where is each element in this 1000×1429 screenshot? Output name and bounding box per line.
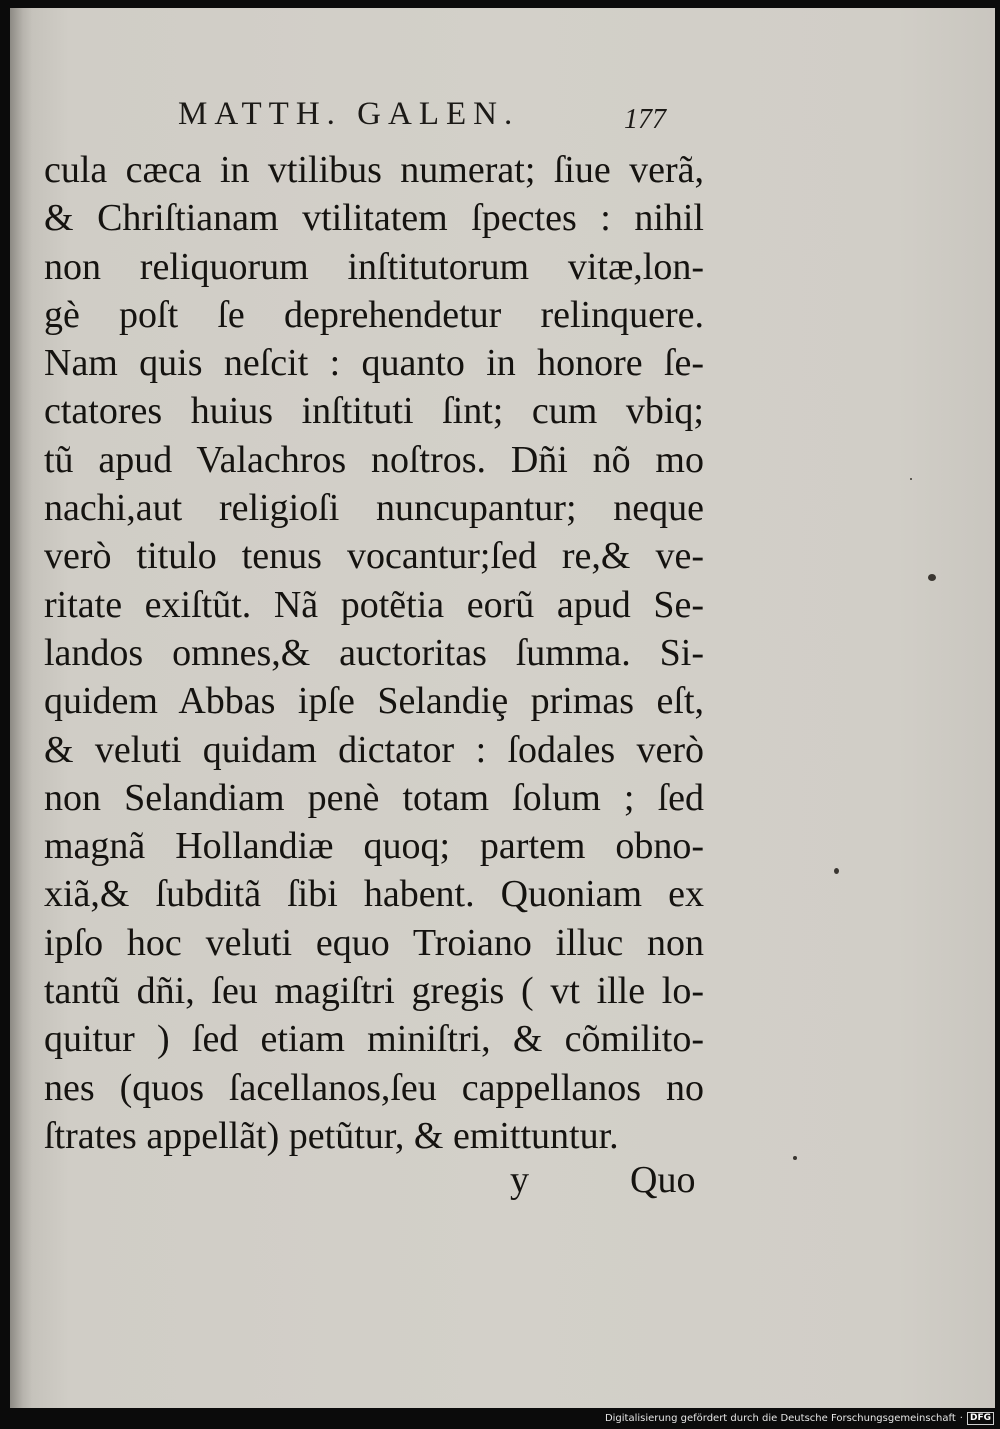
credit-text: Digitalisierung gefördert durch die Deutsche Forschungsgemeinschaft: [604, 1413, 956, 1424]
page-gutter-shadow: [10, 8, 32, 1408]
text-line: verò titulo tenus vocantur;ſed re,& ve-: [44, 535, 704, 578]
running-title: MATTH. GALEN.: [178, 96, 520, 132]
dfg-logo: DFG: [967, 1412, 994, 1425]
text-line: gè poſt ſe deprehendetur relinquere.: [44, 293, 704, 336]
paper-speck: [793, 1156, 797, 1160]
book-page: [10, 8, 995, 1408]
text-line: ſtrates appellãt) petũtur, & emittuntur.: [44, 1114, 619, 1157]
text-line: non Selandiam penè totam ſolum ; ſed: [44, 776, 704, 819]
text-line: & veluti quidam dictator : ſodales verò: [44, 728, 704, 771]
paper-speck: [910, 478, 912, 480]
text-line: ctatores huius inſtituti ſint; cum vbiq;: [44, 390, 704, 433]
text-line: cula cæca in vtilibus numerat; ſiue verã,: [44, 149, 704, 191]
text-line: Nam quis neſcit : quanto in honore ſe-: [44, 342, 704, 385]
text-line: non reliquorum inſtitutorum vitæ,lon-: [44, 245, 704, 288]
paper-speck: [834, 868, 839, 874]
digitization-credit: [605, 1412, 994, 1425]
text-line: magnã Hollandiæ quoq; partem obno-: [44, 825, 704, 868]
body-text: [44, 146, 724, 1160]
signature-mark: y: [510, 1159, 529, 1201]
page-number: 177: [624, 104, 666, 135]
text-line: xiã,& ſubditã ſibi habent. Quoniam ex: [44, 873, 704, 916]
text-line: tantũ dñi, ſeu magiſtri gregis ( vt ille lo-: [44, 970, 704, 1013]
text-line: quidem Abbas ipſe Selandiȩ primas eſt,: [44, 680, 704, 723]
text-line: tũ apud Valachros noſtros. Dñi nõ mo: [44, 438, 704, 481]
text-line: nes (quos ſacellanos,ſeu cappellanos no: [44, 1066, 704, 1109]
separator-dot: ·: [959, 1413, 963, 1424]
text-line: landos omnes,& auctoritas ſumma. Si-: [44, 631, 704, 674]
text-line: ipſo hoc veluti equo Troiano illuc non: [44, 921, 704, 964]
paper-speck: [928, 574, 936, 581]
text-line: & Chriſtianam vtilitatem ſpectes : nihil: [44, 197, 704, 240]
text-line: nachi,aut religioſi nuncupantur; neque: [44, 487, 704, 530]
text-line: quitur ) ſed etiam miniſtri, & cõmilito-: [44, 1018, 704, 1061]
text-line: ritate exiſtũt. Nã potẽtia eorũ apud Se-: [44, 583, 704, 626]
catchword: Quo: [630, 1159, 696, 1201]
